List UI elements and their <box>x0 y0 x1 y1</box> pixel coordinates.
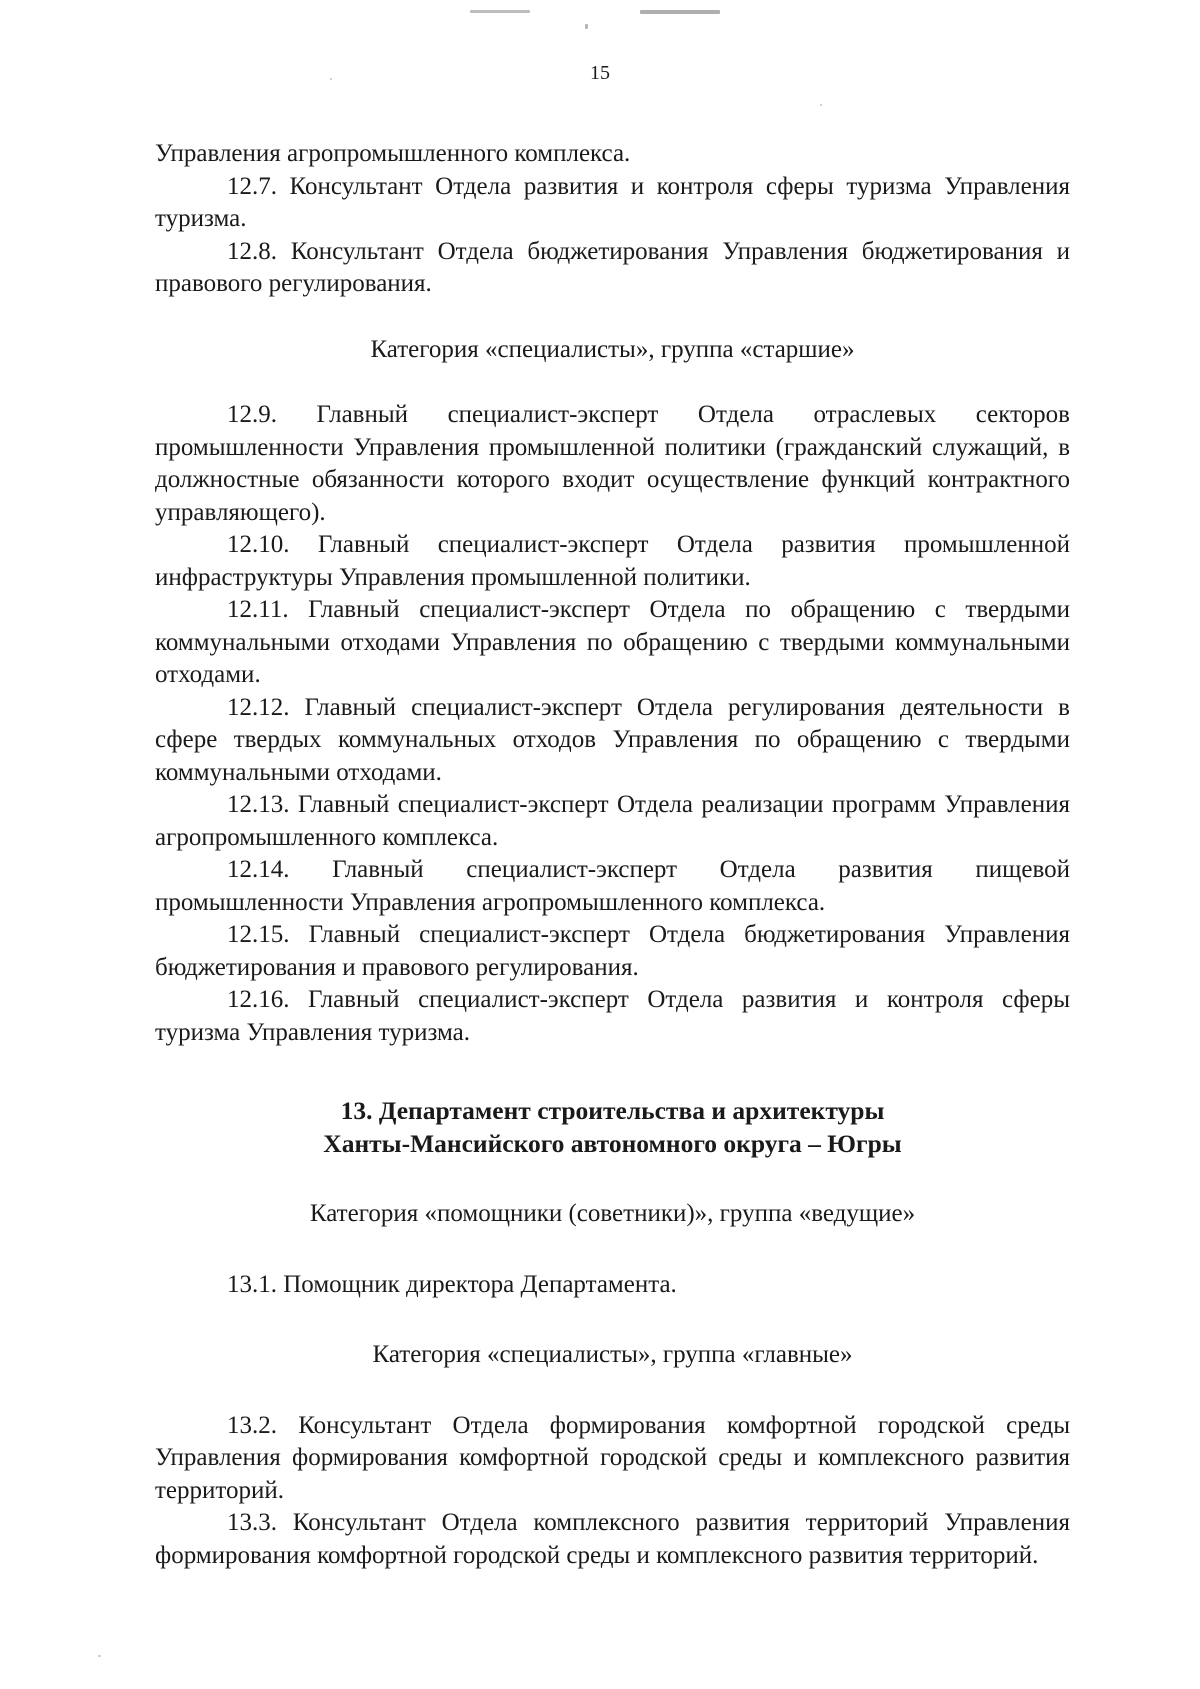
scan-noise <box>585 24 588 29</box>
scan-noise <box>470 10 530 13</box>
paragraph-12-14: 12.14. Главный специалист-эксперт Отдела развития пищевой промышленности Управления агропромышленного комплекса. <box>155 856 1070 916</box>
paragraph-12-10: 12.10. Главный специалист-эксперт Отдела развития промышленной инфраструктуры Управления промышленной политики. <box>155 531 1070 591</box>
scan-noise <box>98 1655 101 1657</box>
scan-noise <box>330 78 332 80</box>
document-body <box>155 138 1070 1572</box>
paragraph-13-3: 13.3. Консультант Отдела комплексного развития территорий Управления формирования комфортной городской среды и комплексного развития территорий. <box>155 1509 1070 1569</box>
paragraph-13-2: 13.2. Консультант Отдела формирования комфортной городской среды Управления формирования комфортной городской среды и комплексного развития территорий. <box>155 1411 1070 1504</box>
paragraph-12-8: 12.8. Консультант Отдела бюджетирования Управления бюджетирования и правового регулирования. <box>155 237 1070 297</box>
paragraph-12-12: 12.12. Главный специалист-эксперт Отдела регулирования деятельности в сфере твердых коммунальных отходов Управления по обращению с твердыми коммунальными отходами. <box>155 693 1070 786</box>
paragraph-12-9: 12.9. Главный специалист-эксперт Отдела отраслевых секторов промышленности Управления промышленной политики (гражданский служащий, в должностные обязанности которого входит осуществление функций контрактного управляющего). <box>155 401 1070 526</box>
paragraph-12-11: 12.11. Главный специалист-эксперт Отдела по обращению с твердыми коммунальными отходами Управления по обращению с твердыми коммунальными отходами. <box>155 596 1070 688</box>
paragraph-13-1: 13.1. Помощник директора Департамента. <box>227 1270 677 1298</box>
paragraph-continuation: Управления агропромышленного комплекса. <box>155 140 631 167</box>
paragraph-12-15: 12.15. Главный специалист-эксперт Отдела бюджетирования Управления бюджетирования и правового регулирования. <box>155 921 1070 981</box>
section-heading-line-1: 13. Департамент строительства и архитектуры <box>340 1096 885 1125</box>
category-heading-chief-specialists: Категория «специалисты», группа «главные» <box>372 1341 853 1368</box>
page-number: 15 <box>590 62 610 84</box>
paragraph-12-7: 12.7. Консультант Отдела развития и контроля сферы туризма Управления туризма. <box>155 172 1070 232</box>
category-heading-assistants: Категория «помощники (советники)», группа «ведущие» <box>309 1200 916 1227</box>
scan-noise <box>820 104 822 106</box>
section-heading-line-2: Ханты-Мансийского автономного округа – Югры <box>323 1128 902 1158</box>
paragraph-12-13: 12.13. Главный специалист-эксперт Отдела реализации программ Управления агропромышленного комплекса. <box>155 791 1070 851</box>
scan-noise <box>640 10 720 14</box>
paragraph-12-16: 12.16. Главный специалист-эксперт Отдела развития и контроля сферы туризма Управления туризма. <box>155 986 1070 1046</box>
category-heading-senior-specialists: Категория «специалисты», группа «старшие» <box>370 335 855 363</box>
